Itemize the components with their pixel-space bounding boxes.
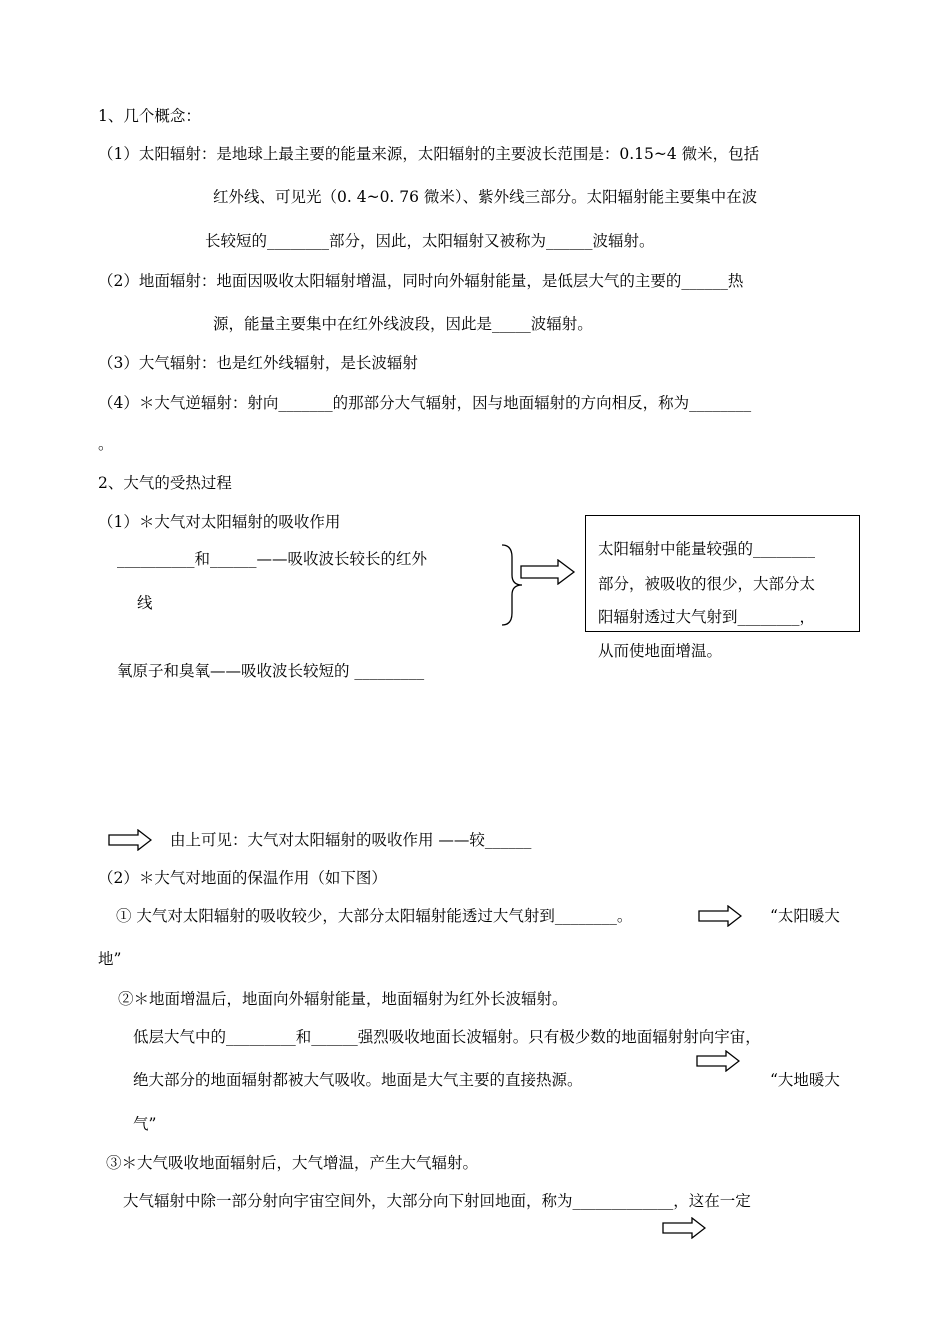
concept-solar-line-3: 长较短的________部分，因此，太阳辐射又被称为______波辐射。 (205, 232, 655, 250)
box-line-3: 阳辐射透过大气射到________， (598, 608, 816, 626)
concept-solar-line-2: 红外线、可见光（0. 4~0. 76 微米）、紫外线三部分。太阳辐射能主要集中在波 (213, 188, 758, 206)
box-line-1: 太阳辐射中能量较强的________ (598, 540, 816, 558)
heading-concepts: 1、几个概念： (98, 107, 201, 125)
section-insulation-title: （2）＊大气对地面的保温作用（如下图） (98, 869, 387, 887)
box-line-2: 部分，被吸收的很少，大部分太 (598, 575, 816, 593)
concept-ground-line-2: 源，能量主要集中在红外线波段，因此是_____波辐射。 (213, 315, 593, 333)
point-2-line: ②＊地面增温后，地面向外辐射能量，地面辐射为红外长波辐射。 (118, 990, 568, 1008)
arrow-right-icon (520, 559, 576, 585)
heading-heating-process: 2、大气的受热过程 (98, 474, 232, 492)
point-2-detail-2: 绝大部分的地面辐射都被大气吸收。地面是大气主要的直接热源。 (133, 1071, 583, 1089)
box-line-4: 从而使地面增温。 (598, 642, 723, 660)
arrow-right-icon (108, 829, 152, 851)
point-3-line: ③＊大气吸收地面辐射后，大气增温，产生大气辐射。 (106, 1154, 479, 1172)
point-1-line: ① 大气对太阳辐射的吸收较少，大部分太阳辐射能透过大气射到________。 (116, 907, 633, 925)
concept-solar-line-1: （1）太阳辐射：是地球上最主要的能量来源，太阳辐射的主要波长范围是：0.15~4 微米，包括 (98, 145, 760, 163)
point-2-detail-1: 低层大气中的_________和______强烈吸收地面长波辐射。只有极少数的地面辐射射向宇宙， (133, 1028, 761, 1046)
concept-counter-line-1: （4）＊大气逆辐射：射向_______的那部分大气辐射，因与地面辐射的方向相反，称为________ (98, 394, 752, 412)
concept-counter-line-2: 。 (98, 435, 114, 453)
right-brace (500, 543, 524, 627)
arrow-right-icon (698, 905, 742, 927)
point-1-quote-cont: 地” (98, 950, 122, 968)
arrow-right-icon (662, 1217, 706, 1239)
point-1-quote: “太阳暖大 (770, 907, 840, 925)
absorption-infrared: __________和______——吸收波长较长的红外 (117, 550, 428, 568)
absorption-oxygen-ozone: 氧原子和臭氧——吸收波长较短的 _________ (117, 662, 425, 680)
arrow-right-icon (696, 1050, 740, 1072)
point-3-detail: 大气辐射中除一部分射向宇宙空间外，大部分向下射回地面，称为_____________，这在一定 (123, 1192, 751, 1210)
absorption-infrared-cont: 线 (137, 594, 153, 612)
point-2-quote-cont: 气” (133, 1115, 157, 1133)
conclusion-text: 由上可见：大气对太阳辐射的吸收作用 ——较______ (170, 831, 532, 849)
section-absorption-title: （1）＊大气对太阳辐射的吸收作用 (98, 513, 341, 531)
concept-ground-line-1: （2）地面辐射：地面因吸收太阳辐射增温，同时向外辐射能量，是低层大气的主要的______热 (98, 272, 744, 290)
point-2-quote: “大地暖大 (770, 1071, 840, 1089)
concept-atmos: （3）大气辐射：也是红外线辐射，是长波辐射 (98, 354, 418, 372)
